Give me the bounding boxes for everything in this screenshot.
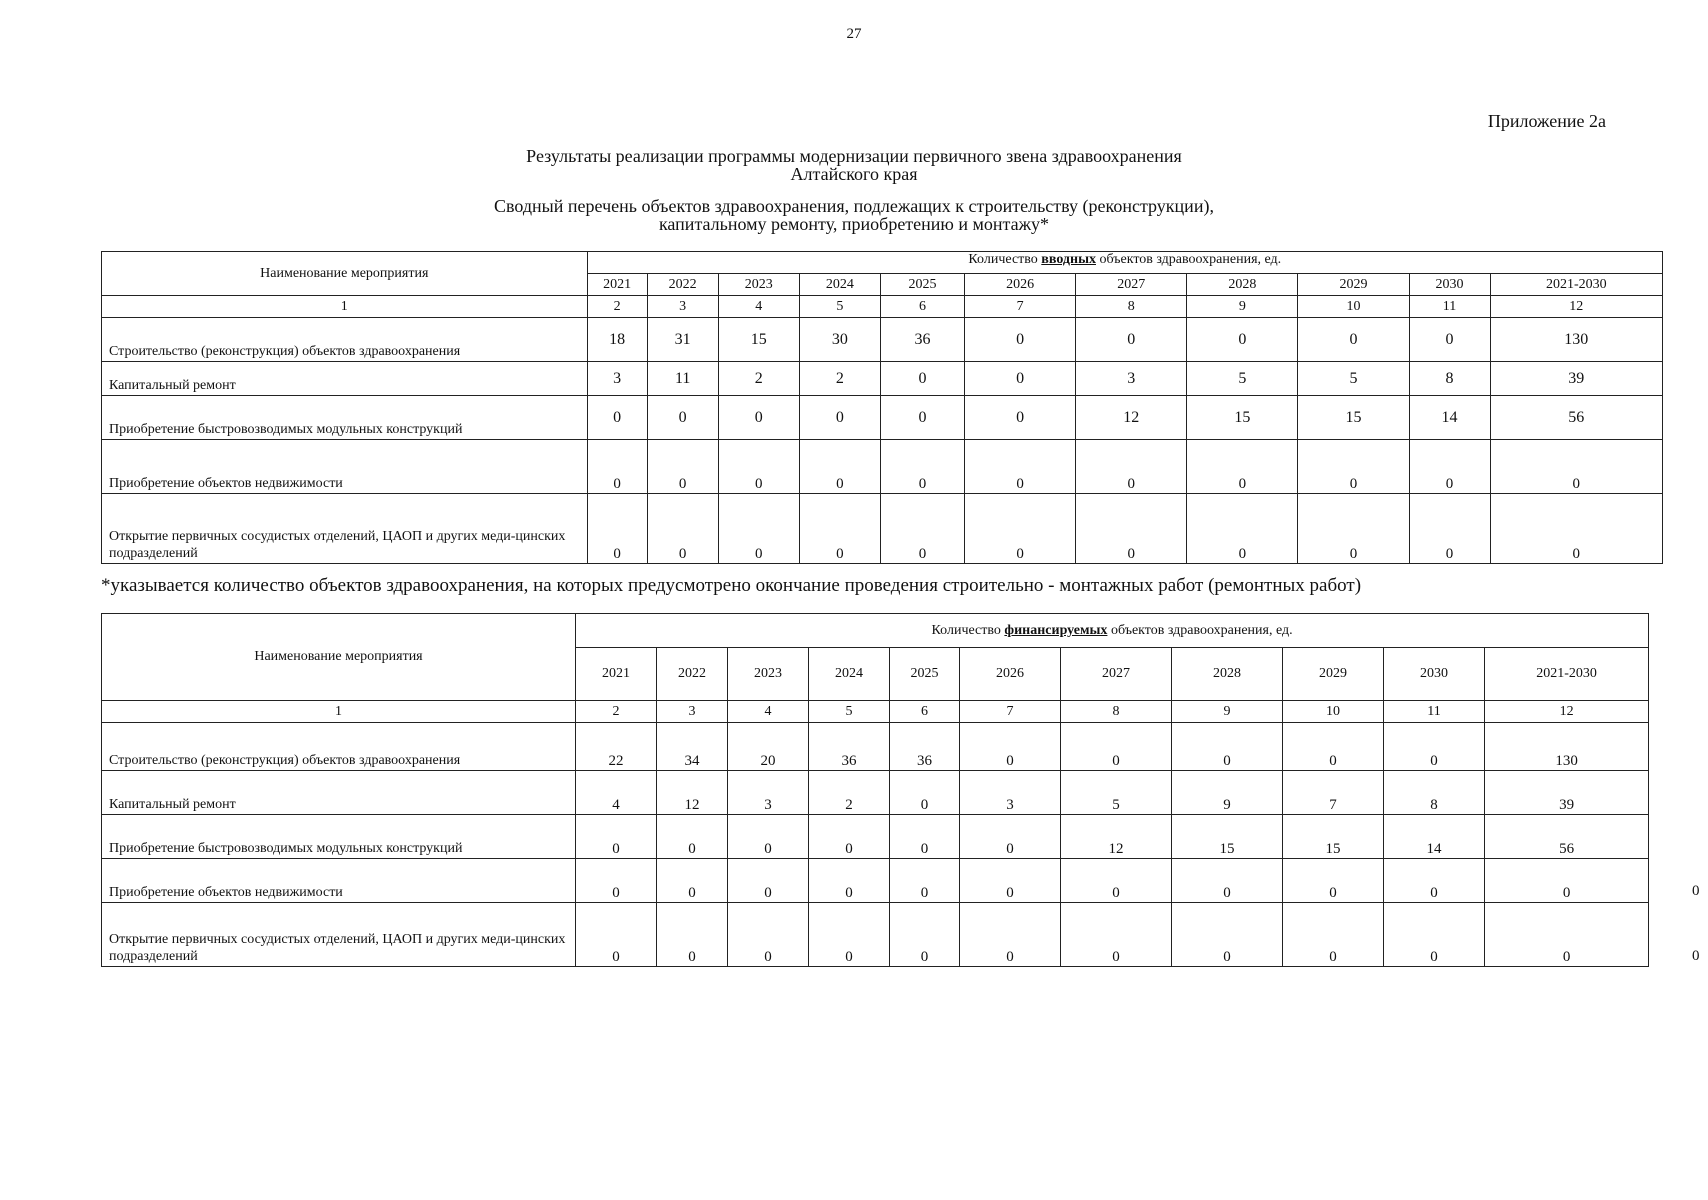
value-cell: 0	[1485, 859, 1649, 903]
year-header: 2025	[880, 274, 964, 296]
appendix-label: Приложение 2а	[1487, 111, 1606, 131]
activity-name: Открытие первичных сосудистых отделений, ЦАОП и других меди-цинских подразделений	[102, 903, 576, 967]
year-header: 2027	[1076, 274, 1187, 296]
value-cell: 0	[657, 903, 728, 967]
column-index: 2	[576, 701, 657, 723]
value-cell: 20	[728, 723, 809, 771]
value-cell: 9	[1172, 771, 1283, 815]
value-cell: 15	[1283, 815, 1384, 859]
value-cell: 0	[960, 723, 1061, 771]
column-index: 6	[890, 701, 960, 723]
value-cell: 0	[1298, 440, 1409, 494]
value-cell: 0	[576, 859, 657, 903]
value-cell: 0	[880, 440, 964, 494]
value-cell: 0	[1061, 859, 1172, 903]
table-row	[102, 859, 1649, 903]
value-cell: 0	[809, 815, 890, 859]
column-index: 4	[718, 296, 799, 318]
year-header: 2028	[1187, 274, 1298, 296]
value-cell: 0	[1076, 494, 1187, 564]
value-cell: 0	[1283, 859, 1384, 903]
value-cell: 0	[960, 815, 1061, 859]
value-cell: 0	[965, 318, 1076, 362]
document-subtitle	[0, 197, 1708, 233]
column-index: 7	[960, 701, 1061, 723]
column-index: 7	[965, 296, 1076, 318]
activity-name: Приобретение объектов недвижимости	[102, 859, 576, 903]
value-cell: 15	[1298, 396, 1409, 440]
column-index: 10	[1298, 296, 1409, 318]
year-header: 2022	[647, 274, 718, 296]
value-cell: 0	[1409, 494, 1490, 564]
value-cell: 0	[576, 903, 657, 967]
column-index: 1	[102, 296, 588, 318]
value-cell: 5	[1298, 362, 1409, 396]
subtitle-line-2: капитальному ремонту, приобретению и монтажу*	[658, 214, 1050, 234]
value-cell: 0	[1172, 859, 1283, 903]
commissioned-objects-table	[101, 251, 1663, 564]
value-cell: 0	[809, 859, 890, 903]
table-row	[102, 318, 1663, 362]
value-cell: 8	[1384, 771, 1485, 815]
value-cell: 3	[1076, 362, 1187, 396]
value-cell: 34	[657, 723, 728, 771]
value-cell: 14	[1409, 396, 1490, 440]
value-cell: 0	[728, 859, 809, 903]
column-index: 8	[1061, 701, 1172, 723]
year-header: 2024	[799, 274, 880, 296]
value-cell: 39	[1490, 362, 1662, 396]
value-cell: 0	[587, 396, 647, 440]
title-line-2: Алтайского края	[790, 164, 918, 184]
activity-name: Приобретение объектов недвижимости	[102, 440, 588, 494]
subtitle-line-1: Сводный перечень объектов здравоохранения, подлежащих к строительству (реконструкции),	[494, 196, 1214, 216]
value-cell: 0	[1172, 723, 1283, 771]
activity-name: Приобретение быстровозводимых модульных конструкций	[102, 396, 588, 440]
value-cell: 130	[1485, 723, 1649, 771]
value-cell: 15	[718, 318, 799, 362]
activity-name: Строительство (реконструкция) объектов здравоохранения	[102, 723, 576, 771]
title-line-1: Результаты реализации программы модернизации первичного звена здравоохранения	[526, 146, 1182, 166]
activity-name: Открытие первичных сосудистых отделений, ЦАОП и других меди-цинских подразделений	[102, 494, 588, 564]
year-header: 2021	[576, 648, 657, 701]
year-header: 2029	[1283, 648, 1384, 701]
value-cell: 4	[576, 771, 657, 815]
value-cell: 0	[1172, 903, 1283, 967]
column-index: 12	[1490, 296, 1662, 318]
year-header: 2024	[809, 648, 890, 701]
column-index: 12	[1485, 701, 1649, 723]
value-cell: 0	[1490, 494, 1662, 564]
activity-name-header: Наименование мероприятия	[102, 252, 588, 296]
year-header: 2026	[965, 274, 1076, 296]
value-cell: 0	[890, 859, 960, 903]
column-index: 9	[1172, 701, 1283, 723]
value-cell: 56	[1490, 396, 1662, 440]
footnote: *указывается количество объектов здравоохранения, на которых предусмотрено окончание проведения строительно - монтажных работ (ремонтных работ)	[101, 575, 1362, 596]
column-index: 8	[1076, 296, 1187, 318]
page-number: 27	[846, 26, 862, 42]
value-cell: 3	[587, 362, 647, 396]
value-cell: 0	[1384, 903, 1485, 967]
value-cell: 0	[657, 815, 728, 859]
column-index: 3	[647, 296, 718, 318]
value-cell: 130	[1490, 318, 1662, 362]
column-index: 6	[880, 296, 964, 318]
value-cell: 3	[960, 771, 1061, 815]
activity-name: Капитальный ремонт	[102, 771, 576, 815]
financed-objects-table	[101, 613, 1649, 967]
value-cell: 0	[1061, 723, 1172, 771]
year-header: 2023	[728, 648, 809, 701]
value-cell: 0	[809, 903, 890, 967]
quantity-group-header: Количество финансируемых объектов здравоохранения, ед.	[576, 614, 1649, 648]
value-cell: 18	[587, 318, 647, 362]
value-cell: 0	[587, 440, 647, 494]
value-cell: 7	[1283, 771, 1384, 815]
value-cell: 0	[960, 903, 1061, 967]
table-row	[102, 815, 1649, 859]
value-cell: 0	[1076, 318, 1187, 362]
quantity-group-header: Количество вводных объектов здравоохранения, ед.	[587, 252, 1662, 274]
value-cell: 0	[1409, 318, 1490, 362]
column-index: 11	[1384, 701, 1485, 723]
index-row	[102, 701, 1649, 723]
value-cell: 0	[728, 815, 809, 859]
activity-name: Приобретение быстровозводимых модульных конструкций	[102, 815, 576, 859]
value-cell: 0	[880, 494, 964, 564]
value-cell: 0	[890, 903, 960, 967]
table-row	[102, 440, 1663, 494]
value-cell: 0	[1485, 903, 1649, 967]
value-cell: 0	[1384, 859, 1485, 903]
value-cell: 0	[960, 859, 1061, 903]
year-header: 2023	[718, 274, 799, 296]
value-cell: 0	[1384, 723, 1485, 771]
value-cell: 0	[657, 859, 728, 903]
year-header: 2026	[960, 648, 1061, 701]
year-header: 2027	[1061, 648, 1172, 701]
value-cell: 36	[890, 723, 960, 771]
value-cell: 0	[890, 771, 960, 815]
value-cell: 2	[809, 771, 890, 815]
value-cell: 0	[1187, 440, 1298, 494]
activity-name: Капитальный ремонт	[102, 362, 588, 396]
value-cell: 2	[799, 362, 880, 396]
table-row	[102, 723, 1649, 771]
value-cell: 0	[965, 396, 1076, 440]
value-cell: 56	[1485, 815, 1649, 859]
column-index: 10	[1283, 701, 1384, 723]
value-cell: 39	[1485, 771, 1649, 815]
year-header: 2028	[1172, 648, 1283, 701]
year-header: 2025	[890, 648, 960, 701]
value-cell: 0	[1490, 440, 1662, 494]
table-row	[102, 903, 1649, 967]
value-cell: 0	[965, 494, 1076, 564]
column-index: 2	[587, 296, 647, 318]
value-cell: 0	[880, 362, 964, 396]
emphasis-word: вводных	[1041, 252, 1096, 267]
stray-mark: 0	[1692, 948, 1700, 964]
value-cell: 0	[799, 440, 880, 494]
year-header: 2030	[1409, 274, 1490, 296]
value-cell: 5	[1187, 362, 1298, 396]
value-cell: 0	[647, 494, 718, 564]
column-index: 5	[809, 701, 890, 723]
year-header: 2021-2030	[1490, 274, 1662, 296]
value-cell: 8	[1409, 362, 1490, 396]
value-cell: 0	[728, 903, 809, 967]
table-row	[102, 771, 1649, 815]
value-cell: 0	[965, 440, 1076, 494]
column-index: 3	[657, 701, 728, 723]
value-cell: 15	[1187, 396, 1298, 440]
value-cell: 0	[647, 396, 718, 440]
value-cell: 0	[1187, 318, 1298, 362]
value-cell: 0	[1283, 723, 1384, 771]
value-cell: 31	[647, 318, 718, 362]
value-cell: 0	[1076, 440, 1187, 494]
value-cell: 0	[880, 396, 964, 440]
value-cell: 15	[1172, 815, 1283, 859]
value-cell: 0	[576, 815, 657, 859]
value-cell: 14	[1384, 815, 1485, 859]
value-cell: 11	[647, 362, 718, 396]
year-header: 2030	[1384, 648, 1485, 701]
value-cell: 0	[1061, 903, 1172, 967]
value-cell: 0	[799, 396, 880, 440]
value-cell: 12	[657, 771, 728, 815]
column-index: 11	[1409, 296, 1490, 318]
value-cell: 0	[1283, 903, 1384, 967]
value-cell: 0	[718, 396, 799, 440]
column-index: 4	[728, 701, 809, 723]
value-cell: 36	[880, 318, 964, 362]
year-header: 2029	[1298, 274, 1409, 296]
value-cell: 30	[799, 318, 880, 362]
value-cell: 22	[576, 723, 657, 771]
table-row	[102, 362, 1663, 396]
stray-mark: 0	[1692, 883, 1700, 899]
year-header: 2021	[587, 274, 647, 296]
value-cell: 0	[799, 494, 880, 564]
table-row	[102, 494, 1663, 564]
activity-name: Строительство (реконструкция) объектов здравоохранения	[102, 318, 588, 362]
year-header: 2021-2030	[1485, 648, 1649, 701]
emphasis-word: финансируемых	[1004, 622, 1108, 638]
column-index: 9	[1187, 296, 1298, 318]
table-row	[102, 396, 1663, 440]
value-cell: 36	[809, 723, 890, 771]
value-cell: 0	[1298, 494, 1409, 564]
value-cell: 0	[1187, 494, 1298, 564]
column-index: 5	[799, 296, 880, 318]
value-cell: 3	[728, 771, 809, 815]
value-cell: 5	[1061, 771, 1172, 815]
value-cell: 0	[587, 494, 647, 564]
column-index: 1	[102, 701, 576, 723]
value-cell: 0	[718, 494, 799, 564]
value-cell: 0	[647, 440, 718, 494]
index-row	[102, 296, 1663, 318]
value-cell: 0	[1409, 440, 1490, 494]
value-cell: 0	[965, 362, 1076, 396]
year-header: 2022	[657, 648, 728, 701]
activity-name-header: Наименование мероприятия	[102, 614, 576, 701]
document-title	[0, 147, 1708, 183]
value-cell: 2	[718, 362, 799, 396]
value-cell: 0	[718, 440, 799, 494]
value-cell: 12	[1076, 396, 1187, 440]
value-cell: 12	[1061, 815, 1172, 859]
value-cell: 0	[890, 815, 960, 859]
value-cell: 0	[1298, 318, 1409, 362]
